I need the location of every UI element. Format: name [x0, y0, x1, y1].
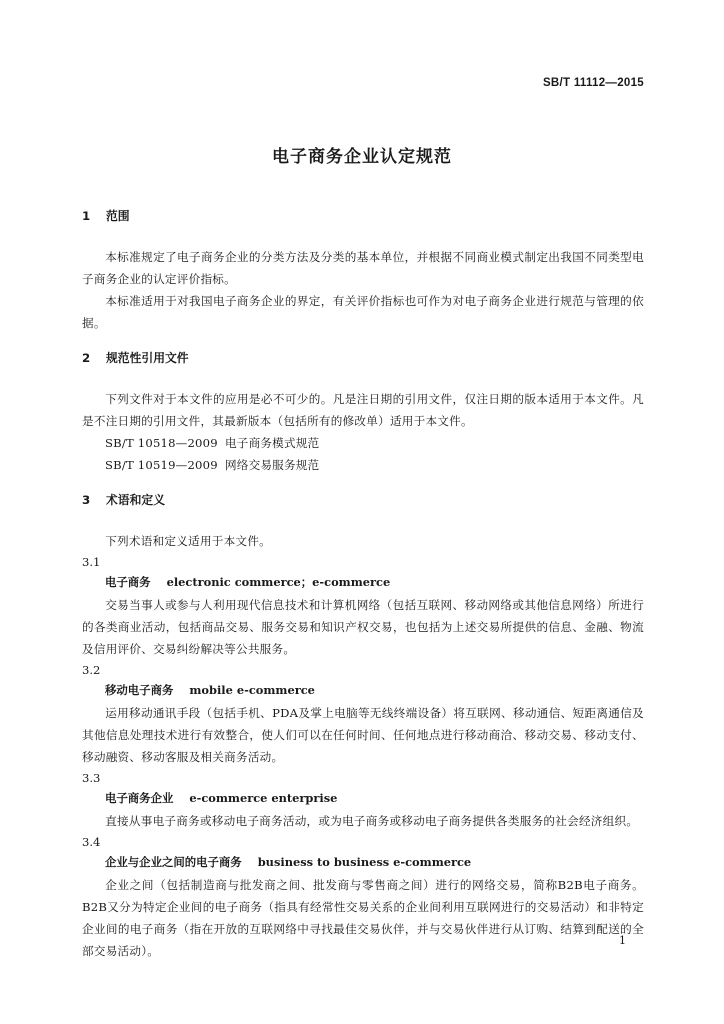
section-heading-terms [82, 490, 644, 510]
term-name-en: mobile e-commerce [189, 683, 315, 697]
term-name-en: e-commerce enterprise [189, 791, 338, 805]
section-number: 1 [82, 209, 91, 223]
term-definition: 企业之间（包括制造商与批发商之间、批发商与零售商之间）进行的网络交易，简称B2B电子商务。B2B又分为特定企业间的电子商务（指具有经常性交易关系的企业间利用互联网进行的交易活动）和非特定企业间的电子商务（指在开放的互联网络中寻找最佳交易伙伴，并与交易伙伴进行从订购、结算到配送的全部交易活动）。 [82, 878, 644, 958]
term-number: 3.4 [82, 835, 101, 849]
term-number: 3.1 [82, 555, 101, 569]
reference-code: SB/T 10518—2009 [105, 436, 218, 450]
term-definition: 交易当事人或参与人利用现代信息技术和计算机网络（包括互联网、移动网络或其他信息网络）所进行的各类商业活动，包括商品交易、服务交易和知识产权交易，也包括为上述交易所提供的信息、金融、物流及信用评价、交易纠纷解决等公共服务。 [82, 598, 644, 656]
term-heading [82, 852, 644, 874]
term-name-en: business to business e-commerce [257, 855, 472, 869]
section-title: 规范性引用文件 [106, 351, 189, 365]
paragraph: 本标准适用于对我国电子商务企业的界定，有关评价指标也可作为对电子商务企业进行规范与管理的依据。 [82, 294, 644, 330]
section-number: 3 [82, 493, 91, 507]
term-definition: 直接从事电子商务或移动电子商务活动，或为电子商务或移动电子商务提供各类服务的社会经济组织。 [105, 814, 639, 828]
term-number: 3.2 [82, 663, 101, 677]
reference-title: 网络交易服务规范 [225, 458, 320, 472]
term-name-zh: 电子商务 [105, 575, 151, 589]
term-heading [82, 572, 644, 594]
term-number: 3.3 [82, 771, 101, 785]
reference-item [82, 454, 644, 476]
section-title: 范围 [106, 209, 130, 223]
term-definition: 运用移动通讯手段（包括手机、PDA及掌上电脑等无线终端设备）将互联网、移动通信、短距离通信及其他信息处理技术进行有效整合，使人们可以在任何时间、任何地点进行移动商洽、移动交易、移动支付、移动融资、移动客服及相关商务活动。 [82, 706, 644, 764]
section-number: 2 [82, 351, 91, 365]
document-title: 电子商务企业认定规范 [272, 147, 452, 167]
section-heading-normative-references [82, 348, 644, 368]
reference-code: SB/T 10519—2009 [105, 458, 218, 472]
term-name-en: electronic commerce；e-commerce [166, 575, 391, 589]
term-heading [82, 788, 644, 810]
page-number: 1 [619, 934, 626, 947]
reference-item [82, 432, 644, 454]
term-name-zh: 电子商务企业 [105, 791, 174, 805]
term-heading [82, 680, 644, 702]
section-title: 术语和定义 [106, 493, 165, 507]
paragraph: 本标准规定了电子商务企业的分类方法及分类的基本单位，并根据不同商业模式制定出我国不同类型电子商务企业的认定评价指标。 [82, 250, 644, 286]
paragraph: 下列文件对于本文件的应用是必不可少的。凡是注日期的引用文件，仅注日期的版本适用于本文件。凡是不注日期的引用文件，其最新版本（包括所有的修改单）适用于本文件。 [82, 392, 644, 428]
term-name-zh: 企业与企业之间的电子商务 [105, 855, 242, 869]
reference-title: 电子商务模式规范 [225, 436, 320, 450]
document-body [82, 206, 644, 962]
standard-code: SB/T 11112—2015 [542, 77, 644, 89]
term-name-zh: 移动电子商务 [105, 683, 174, 697]
paragraph: 下列术语和定义适用于本文件。 [105, 534, 272, 548]
section-heading-scope [82, 206, 644, 226]
